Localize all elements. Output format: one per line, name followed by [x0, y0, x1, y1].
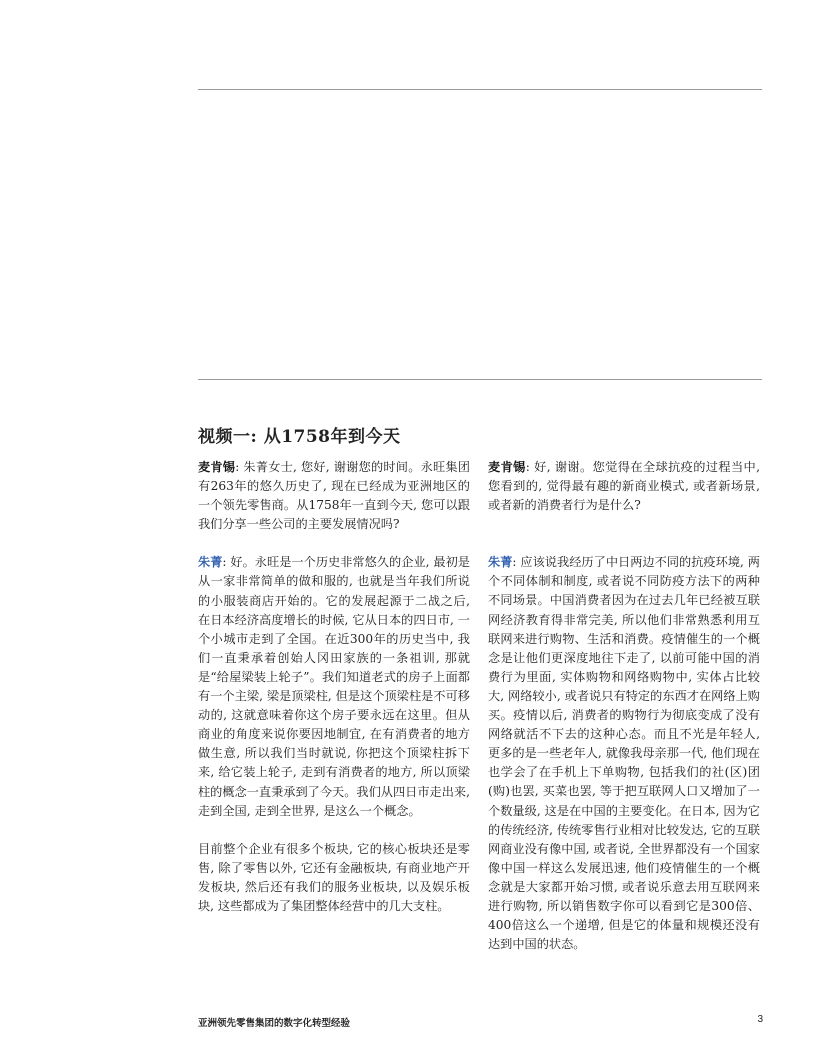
- right-column: [488, 458, 760, 973]
- paragraph: [198, 458, 470, 534]
- section-divider: [198, 379, 762, 380]
- speaker-label: 朱菁: [198, 555, 223, 570]
- footer-report-title: 亚洲领先零售集团的数字化转型经验: [198, 1018, 351, 1029]
- paragraph: [488, 458, 760, 515]
- paragraph: [198, 553, 470, 820]
- speaker-label: 朱菁: [488, 555, 513, 570]
- speaker-label: 麦肯锡: [488, 460, 526, 474]
- paragraph-text: : 应该说我经历了中日两边不同的抗疫环境, 两个不同体制和制度, 或者说不同防疫方法下的两种不同场景。中国消费者因为在过去几年已经被互联网经济教育得非常完美, 所以他们非常熟悉利用互联网来进行购物、生活和消费。疫情催生的一个概念是让他们更深度地往下走了, 以前可能中国的消费行为里面, 实体购物和网络购物中, 实体占比较大, 网络较小, 或者说只有特定的东西才在网络上购买。疫情以后, 消费者的购物行为彻底变成了没有网络就活不下去的这种心态。而且不光是年轻人, 更多的是一些老年人, 就像我母亲那一代, 他们现在也学会了在手机上下单购物, 包括我们的社(区)团(购)也罢, 买菜也罢, 等于把互联网人口又增加了一个数量级, 这是在中国的主要变化。在日本, 因为它的传统经济, 传统零售行业相对比较发达, 它的互联网商业没有像中国, 或者说, 全世界都没有一个国家像中国一样这么发展迅速, 他们疫情催生的一个概念就是大家都开始习惯, 或者说乐意去用互联网来进行购物, 所以销售数字你可以看到它是300倍、400倍这么一个递增, 但是它的体量和规模还没有达到中国的状态。: [488, 555, 760, 952]
- section-title: 视频一: 从1758年到今天: [198, 427, 401, 447]
- top-divider: [198, 89, 762, 90]
- speaker-label: 麦肯锡: [198, 460, 236, 474]
- paragraph: [488, 553, 760, 954]
- paragraph-text: : 好, 谢谢。您觉得在全球抗疫的过程当中, 您看到的, 觉得最有趣的新商业模式, 或者新场景, 或者新的消费者行为是什么?: [488, 460, 761, 513]
- page-number: 3: [757, 1014, 763, 1025]
- left-column: [198, 458, 470, 935]
- paragraph-text: 目前整个企业有很多个板块, 它的核心板块还是零售, 除了零售以外, 它还有金融板块, 有商业地产开发板块, 然后还有我们的服务业板块, 以及娱乐板块, 这些都成为了集团整体经营中的几大支柱。: [198, 841, 470, 913]
- paragraph-text: : 朱菁女士, 您好, 谢谢您的时间。永旺集团有263年的悠久历史了, 现在已经成为亚洲地区的一个领先零售商。从1758年一直到今天, 您可以跟我们分享一些公司的主要发展情况吗?: [198, 460, 470, 532]
- paragraph-text: : 好。永旺是一个历史非常悠久的企业, 最初是从一家非常简单的做和服的, 也就是当年我们所说的小服装商店开始的。它的发展起源于二战之后, 在日本经济高度增长的时候, 它从日本的四日市, 一个小城市走到了全国。在近300年的历史当中, 我们一直秉承着创始人冈田家族的一条祖训, 那就是“给屋梁装上轮子”。我们知道老式的房子上面都有一个主梁, 梁是顶梁柱, 但是这个顶梁柱是不可移动的, 这就意味着你这个房子要永远在这里。但从商业的角度来说你要因地制宜, 在有消费者的地方做生意, 所以我们当时就说, 你把这个顶梁柱拆下来, 给它装上轮子, 走到有消费者的地方, 所以顶梁柱的概念一直秉承到了今天。我们从四日市走出来, 走到全国, 走到全世界, 是这么一个概念。: [198, 555, 470, 818]
- paragraph: [198, 840, 470, 916]
